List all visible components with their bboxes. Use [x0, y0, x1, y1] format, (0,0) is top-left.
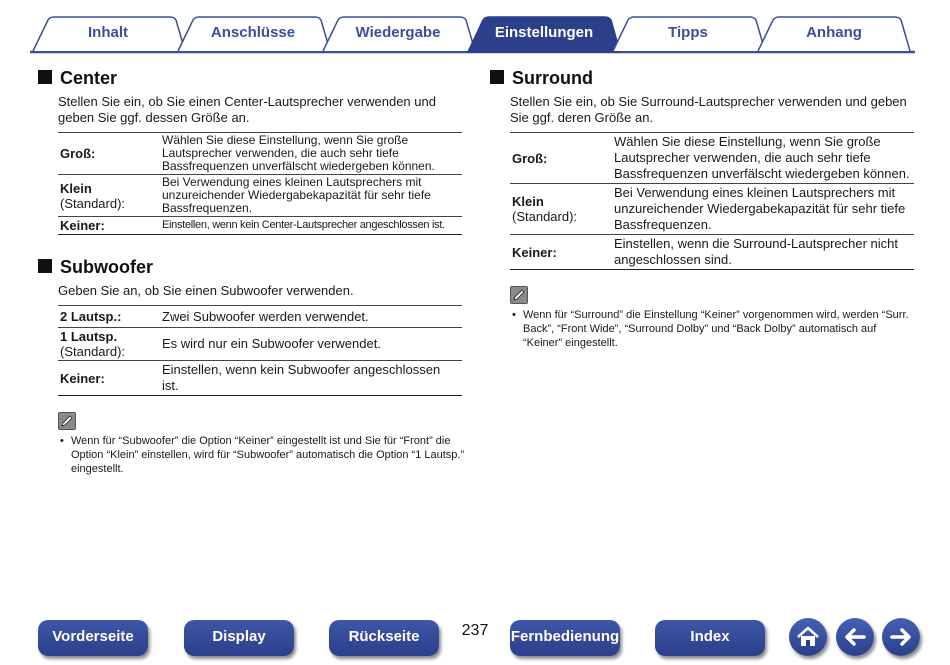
center-description: Stellen Sie ein, ob Sie einen Center-Lautsprecher verwenden und geben Sie ggf. dessen Größe an. [58, 94, 436, 125]
display-button[interactable]: Display [184, 620, 294, 656]
option-value: Einstellen, wenn kein Center-Lautsprecher angeschlossen ist. [160, 217, 462, 235]
option-key: Klein (Standard): [510, 184, 612, 235]
option-value: Wählen Sie diese Einstellung, wenn Sie große Lautsprecher verwenden, die auch sehr tiefe Bassfrequenzen unverfälscht wiedergeben können. [612, 133, 914, 184]
option-key: 1 Lautsp. (Standard): [58, 328, 160, 361]
table-row [510, 235, 914, 270]
arrow-right-icon [882, 618, 920, 656]
tab-inhalt[interactable]: Inhalt [88, 24, 128, 41]
option-value: Einstellen, wenn kein Subwoofer angeschlossen ist. [160, 361, 462, 396]
section-square-icon [38, 70, 52, 84]
subwoofer-section-title: Subwoofer [38, 255, 466, 279]
arrow-left-icon [836, 618, 874, 656]
surround-note: • Wenn für “Surround” die Einstellung “Keiner” vorgenommen wird, werden “Surr. Back”, “Front Wide”, “Surround Dolby” und “Back Dolby” automatisch auf “Keiner” eingestellt. [512, 309, 909, 349]
option-value: Bei Verwendung eines kleinen Lautsprechers mit unzureichender Wiedergabekapazität für sehr tiefe Bassfrequenzen. [612, 184, 914, 235]
section-square-icon [38, 259, 52, 273]
fernbedienung-button[interactable]: Fernbedienung [510, 620, 620, 656]
option-key: Groß: [58, 133, 160, 175]
tab-einstellungen[interactable]: Einstellungen [494, 24, 594, 41]
next-page-button[interactable] [882, 618, 920, 656]
table-row [510, 184, 914, 235]
tab-anhang[interactable]: Anhang [806, 24, 862, 41]
bullet-icon: • [60, 435, 64, 447]
surround-options-table [510, 132, 914, 270]
center-section-title: Center [38, 66, 466, 90]
pencil-note-icon [58, 412, 76, 430]
surround-description: Stellen Sie ein, ob Sie Surround-Lautsprecher verwenden und geben Sie ggf. deren Größe an. [510, 94, 907, 125]
vorderseite-button[interactable]: Vorderseite [38, 620, 148, 656]
subwoofer-options-table [58, 305, 462, 396]
option-key: Keiner: [510, 235, 612, 270]
subwoofer-note: • Wenn für “Subwoofer” die Option “Keiner” eingestellt ist und Sie für “Front” die Option “Klein” einstellen, wird für “Subwoofer” automatisch die Option “1 Lautsp.” eingestellt. [60, 435, 465, 475]
page-number: 237 [461, 622, 489, 639]
tab-anschluesse[interactable]: Anschlüsse [210, 24, 296, 41]
tab-wiedergabe[interactable]: Wiedergabe [355, 24, 441, 41]
table-row [510, 133, 914, 184]
option-key: Keiner: [58, 217, 160, 235]
bullet-icon: • [512, 309, 516, 321]
rueckseite-button[interactable]: Rückseite [329, 620, 439, 656]
option-key: Keiner: [58, 361, 160, 396]
section-square-icon [490, 70, 504, 84]
surround-section-title: Surround [490, 66, 918, 90]
table-row [58, 361, 462, 396]
home-icon [789, 618, 827, 656]
option-key: Klein (Standard): [58, 175, 160, 217]
left-column [38, 66, 466, 476]
previous-page-button[interactable] [836, 618, 874, 656]
tab-tipps[interactable]: Tipps [668, 24, 708, 41]
subwoofer-description: Geben Sie an, ob Sie einen Subwoofer verwenden. [58, 283, 354, 298]
option-value: Einstellen, wenn die Surround-Lautsprecher nicht angeschlossen sind. [612, 235, 914, 270]
option-value: Es wird nur ein Subwoofer verwendet. [160, 328, 462, 361]
table-row [58, 175, 462, 217]
option-value: Wählen Sie diese Einstellung, wenn Sie große Lautsprecher verwenden, die auch sehr tiefe Bassfrequenzen unverfälscht wiedergeben können. [160, 133, 462, 175]
table-row [58, 217, 462, 235]
index-button[interactable]: Index [655, 620, 765, 656]
option-key: Groß: [510, 133, 612, 184]
table-row [58, 133, 462, 175]
option-value: Bei Verwendung eines kleinen Lautsprechers mit unzureichender Wiedergabekapazität für sehr tiefe Bassfrequenzen. [160, 175, 462, 217]
center-options-table [58, 132, 462, 235]
tab-bar [0, 0, 950, 56]
option-value: Zwei Subwoofer werden verwendet. [160, 306, 462, 328]
table-row [58, 306, 462, 328]
pencil-note-icon [510, 286, 528, 304]
home-button[interactable] [789, 618, 827, 656]
right-column [490, 66, 918, 350]
table-row [58, 328, 462, 361]
option-key: 2 Lautsp.: [58, 306, 160, 328]
